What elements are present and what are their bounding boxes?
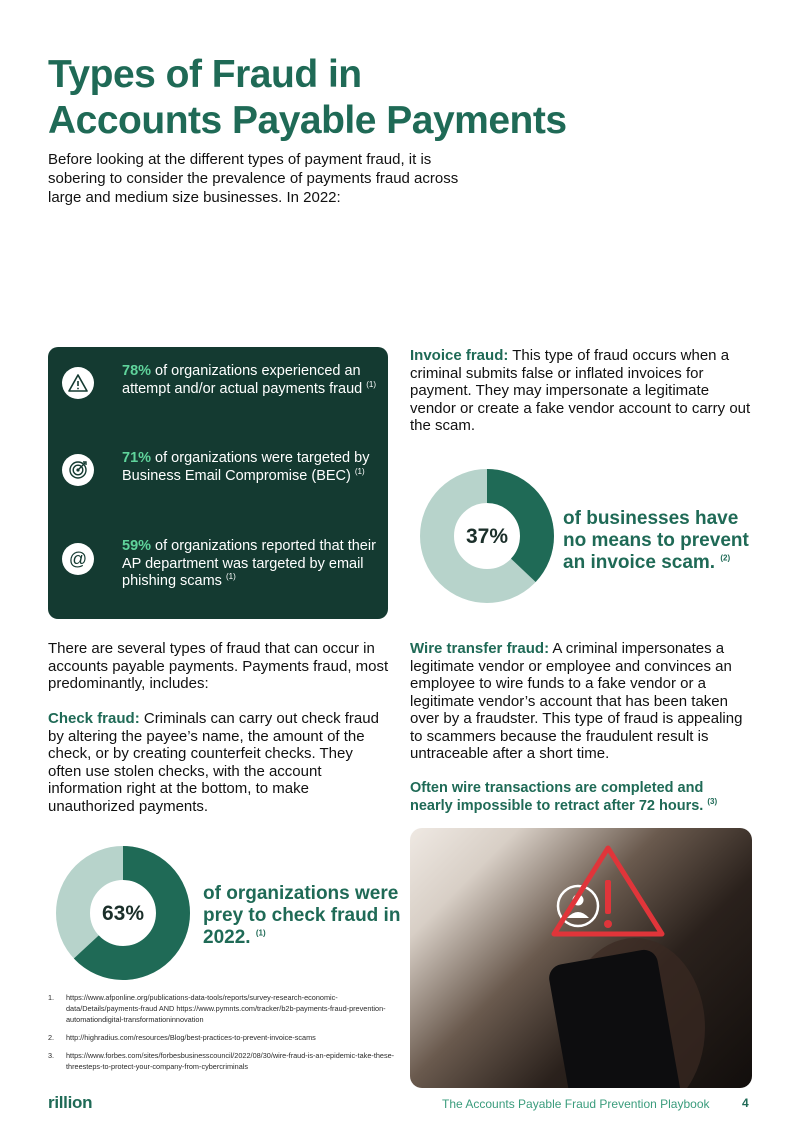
check-donut-percent: 63% (101, 902, 145, 925)
stat-description: of organizations reported that their AP department was targeted by email phishing scams (122, 538, 376, 589)
stat-item (122, 363, 384, 398)
footer-document-title: The Accounts Payable Fraud Prevention Playbook (442, 1097, 710, 1111)
stat-item (122, 538, 384, 591)
references-list (48, 992, 400, 1079)
warning-icon (62, 367, 94, 399)
wire-callout-text: Often wire transactions are completed and nearly impossible to retract after 72 hours. (410, 780, 708, 814)
check-fraud-heading: Check fraud: (48, 710, 140, 727)
invoice-fraud-heading: Invoice fraud: (410, 347, 509, 364)
invoice-donut-label (563, 508, 753, 574)
reference-url[interactable]: http://highradius.com/resources/Blog/best-practices-to-prevent-invoice-scams (66, 1033, 316, 1042)
invoice-donut-reference: (2) (720, 553, 731, 563)
at-icon: @ (62, 543, 94, 575)
invoice-donut-percent: 37% (465, 525, 509, 548)
wire-callout-reference: (3) (707, 796, 718, 806)
fraud-types-intro: There are several types of fraud that can occur in accounts payable payments. Payments fraud, most predominantly, includes: (48, 640, 389, 692)
rillion-logo: rillion (48, 1093, 93, 1112)
reference-item: 2. http://highradius.com/resources/Blog/best-practices-to-prevent-invoice-scams (48, 1033, 316, 1042)
page-number: 4 (742, 1096, 749, 1110)
title-line-2: Accounts Payable Payments (48, 99, 567, 142)
target-icon (62, 454, 94, 486)
reference-item: 3. https://www.forbes.com/sites/forbesbusinesscouncil/2022/08/30/wire-fraud-is-an-epidemic-take-these-threesteps-to-protect-your-company-from-cybercriminals (48, 1051, 395, 1071)
stat-percent: 71% (122, 450, 152, 466)
stat-percent: 78% (122, 363, 152, 379)
check-donut-label (203, 883, 403, 949)
page-title (48, 52, 688, 144)
reference-url[interactable]: https://www.forbes.com/sites/forbesbusinesscouncil/2022/08/30/wire-fraud-is-an-epidemic-take-these-threesteps-to-protect-your-company-from-cybercriminals (66, 1051, 395, 1071)
check-fraud-paragraph (48, 710, 390, 815)
stats-panel (48, 347, 388, 619)
check-fraud-text: Criminals can carry out check fraud by altering the payee’s name, the amount of the check, or by creating counterfeit checks. They often use stolen checks, with the account information right at the bottom, to make unauthorized payments. (48, 710, 379, 815)
stat-reference: (1) (366, 379, 377, 389)
stat-description: of organizations were targeted by Business Email Compromise (BEC) (122, 450, 370, 484)
wire-fraud-text: A criminal impersonates a legitimate vendor or employee and convinces an employee to wire funds to a fake vendor or a legitimate vendor’s account that has been taken over by a fraudster. This type of fraud is appealing to scammers because the fraudulent result is untraceable after a short time. (410, 640, 743, 762)
stat-description: of organizations experienced an attempt and/or actual payments fraud (122, 363, 367, 397)
stat-item (122, 450, 384, 485)
intro-text: Before looking at the different types of payment fraud, it is sobering to consider the prevalence of payments fraud across large and medium size businesses. In 2022: (48, 151, 459, 206)
stat-reference: (1) (354, 466, 365, 476)
wire-fraud-callout (410, 780, 740, 815)
wire-fraud-heading: Wire transfer fraud: (410, 640, 550, 657)
check-donut-text: of organizations were prey to check fraud in 2022. (203, 883, 401, 948)
stat-percent: 59% (122, 538, 152, 554)
invoice-fraud-paragraph (410, 347, 752, 435)
invoice-donut-text: of businesses have no means to prevent an invoice scam. (563, 508, 749, 573)
stat-reference: (1) (225, 572, 236, 582)
reference-url[interactable]: https://www.afponline.org/publications-data-tools/reports/survey-research-economic-data/Details/payments-fraud AND https://www.pymnts.com/tracker/b2b-payments-fraud-prevention-automationdigital-transformationinnovation (66, 993, 386, 1024)
wire-fraud-paragraph (410, 640, 752, 763)
title-line-1: Types of Fraud in (48, 53, 362, 96)
invoice-fraud-text: This type of fraud occurs when a criminal submits false or inflated invoices for payment. They may impersonate a legitimate vendor or create a fake vendor account to carry out the scam. (410, 347, 751, 434)
phone-alert-photo (410, 828, 752, 1088)
check-donut-reference: (1) (255, 928, 266, 938)
reference-item: 1. https://www.afponline.org/publications-data-tools/reports/survey-research-economic-data/Details/payments-fraud AND https://www.pymnts.com/tracker/b2b-payments-fraud-prevention-automationdigital-transformationinnovation (48, 993, 386, 1024)
